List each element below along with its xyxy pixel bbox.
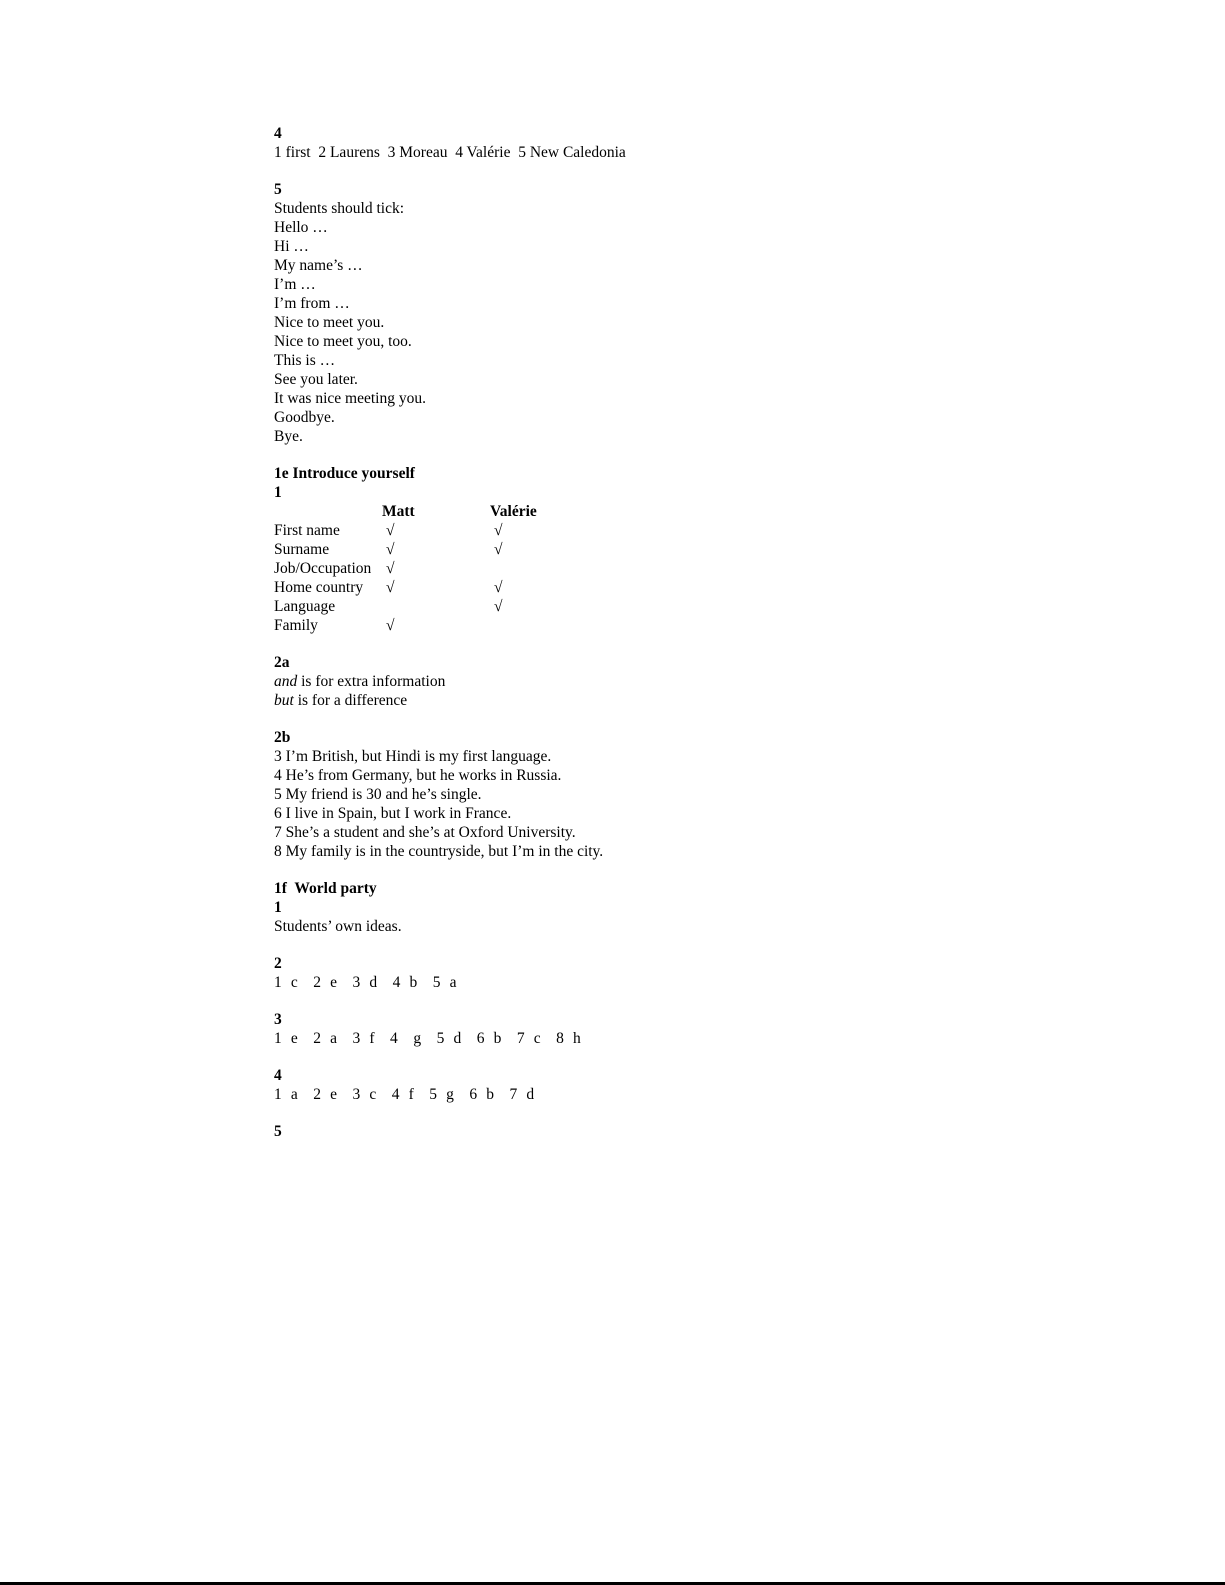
valerie-tick: √ <box>494 579 503 596</box>
exercise-2b-line: 6 I live in Spain, but I work in France. <box>274 805 512 822</box>
column-header-matt: Matt <box>382 503 415 520</box>
exercise-2a-heading: 2a <box>274 654 290 671</box>
exercise-2b-line: 8 My family is in the countryside, but I’m in the city. <box>274 843 604 860</box>
exercise-5-line: See you later. <box>274 371 358 388</box>
row-label: Job/Occupation <box>274 560 372 577</box>
exercise-5-heading: 5 <box>274 181 282 198</box>
exercise-5-line: Students should tick: <box>274 200 405 217</box>
emphasis-word: and <box>274 673 298 690</box>
exercise-2b-line: 3 I’m British, but Hindi is my first language. <box>274 748 552 765</box>
table-row <box>274 559 626 578</box>
answer-key-document <box>274 124 626 1141</box>
exercise-5-line: This is … <box>274 352 336 369</box>
matt-tick: √ <box>386 617 395 634</box>
unit-1f-exercise-1-heading: 1 <box>274 899 282 916</box>
unit-1f-exercise-5-heading: 5 <box>274 1123 282 1140</box>
exercise-5-line: My name’s … <box>274 257 363 274</box>
row-label: First name <box>274 522 340 539</box>
valerie-tick: √ <box>494 522 503 539</box>
unit-1f-exercise-1-answer: Students’ own ideas. <box>274 918 402 935</box>
exercise-5-line: Goodbye. <box>274 409 335 426</box>
table-row <box>274 521 626 540</box>
unit-1f-exercise-2-answers: 1 c 2 e 3 d 4 b 5 a <box>274 974 460 991</box>
matt-tick: √ <box>386 579 395 596</box>
exercise-2b-line: 7 She’s a student and she’s at Oxford University. <box>274 824 576 841</box>
matt-tick: √ <box>386 522 395 539</box>
table-row <box>274 616 626 635</box>
exercise-5-line: Nice to meet you, too. <box>274 333 412 350</box>
exercise-2a-line <box>274 672 626 691</box>
table-row <box>274 578 626 597</box>
exercise-5-line: It was nice meeting you. <box>274 390 426 407</box>
exercise-5-line: Hi … <box>274 238 309 255</box>
row-label: Home country <box>274 579 364 596</box>
column-header-valerie: Valérie <box>490 503 537 520</box>
line-text: is for extra information <box>297 673 446 690</box>
exercise-5-line: Hello … <box>274 219 328 236</box>
exercise-5-line: Nice to meet you. <box>274 314 385 331</box>
matt-valerie-table <box>274 502 626 635</box>
exercise-5-line: Bye. <box>274 428 303 445</box>
unit-1f-exercise-3-answers: 1 e 2 a 3 f 4 g 5 d 6 b 7 c 8 h <box>274 1030 584 1047</box>
unit-1f-exercise-4-heading: 4 <box>274 1067 282 1084</box>
exercise-2b-heading: 2b <box>274 729 291 746</box>
valerie-tick: √ <box>494 541 503 558</box>
table-row <box>274 540 626 559</box>
unit-1f-exercise-3-heading: 3 <box>274 1011 282 1028</box>
line-text: is for a difference <box>293 692 408 709</box>
exercise-2a-line <box>274 691 626 710</box>
valerie-tick: √ <box>494 598 503 615</box>
table-row <box>274 597 626 616</box>
matt-tick: √ <box>386 560 395 577</box>
exercise-2b-line: 4 He’s from Germany, but he works in Russia. <box>274 767 562 784</box>
unit-1e-exercise-1-heading: 1 <box>274 484 282 501</box>
unit-1f-exercise-2-heading: 2 <box>274 955 282 972</box>
matt-tick: √ <box>386 541 395 558</box>
exercise-4-answers: 1 first 2 Laurens 3 Moreau 4 Valérie 5 New Caledonia <box>274 144 626 161</box>
exercise-4-heading: 4 <box>274 125 282 142</box>
exercise-5-line: I’m from … <box>274 295 350 312</box>
exercise-5-line: I’m … <box>274 276 316 293</box>
unit-1f-title: 1f World party <box>274 880 377 897</box>
row-label: Language <box>274 598 336 615</box>
unit-1e-title: 1e Introduce yourself <box>274 465 415 482</box>
emphasis-word: but <box>274 692 294 709</box>
table-header-row <box>274 502 626 521</box>
row-label: Family <box>274 617 318 634</box>
exercise-2b-line: 5 My friend is 30 and he’s single. <box>274 786 482 803</box>
row-label: Surname <box>274 541 330 558</box>
unit-1f-exercise-4-answers: 1 a 2 e 3 c 4 f 5 g 6 b 7 d <box>274 1086 537 1103</box>
